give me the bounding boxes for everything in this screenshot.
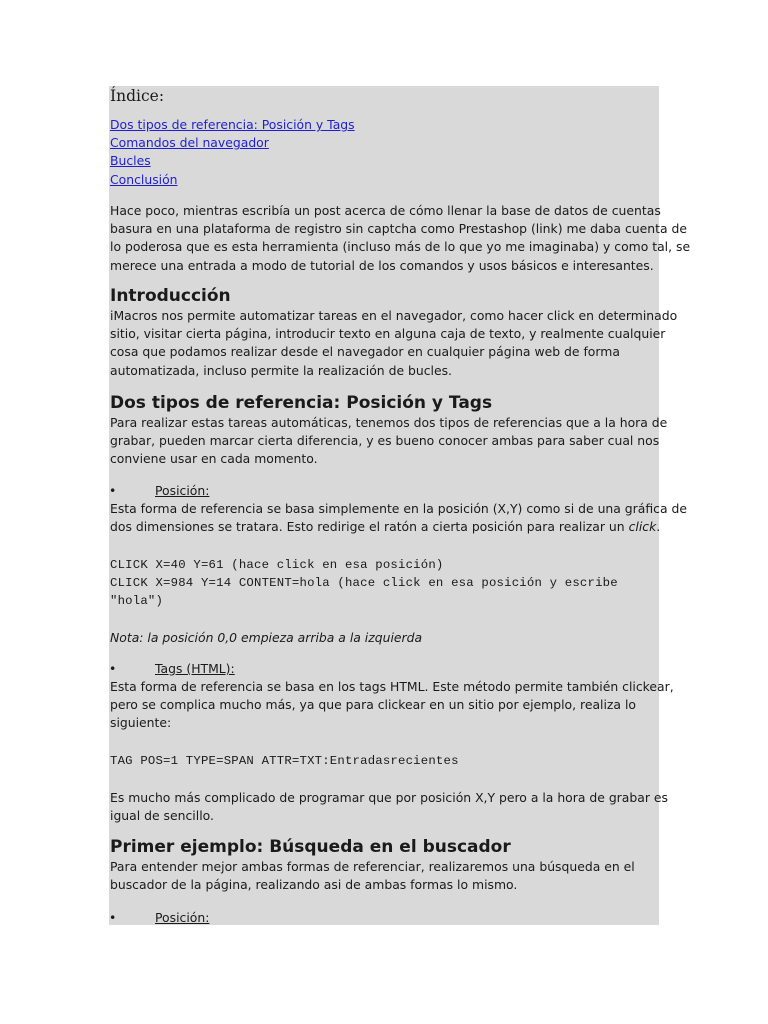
bullet-item-tags [109, 660, 674, 678]
intro-line: merece una entrada a modo de tutorial de los comandos y usos básicos e interesantes. [110, 257, 654, 273]
bullet-dot: • [109, 910, 117, 925]
text-span: . [656, 519, 661, 535]
paragraph-line: conviene usar en cada momento. [110, 451, 318, 467]
note [109, 629, 422, 647]
index-heading: Índice: [110, 87, 165, 105]
code-line: CLICK X=984 Y=14 CONTENT=hola (hace click en esa posición y escribe [110, 576, 618, 591]
index-link-bucles[interactable]: Bucles [110, 153, 151, 169]
section-dos-tipos [109, 392, 667, 469]
code-block-posicion [109, 556, 618, 611]
intro-paragraph [109, 202, 690, 275]
section-primer-ejemplo [109, 836, 635, 894]
paragraph-line: automatizada, incluso permite la realización de bucles. [110, 362, 452, 378]
heading-dos-tipos: Dos tipos de referencia: Posición y Tags [110, 393, 493, 413]
paragraph-line: buscador de la página, realizando asi de ambas formas lo mismo. [110, 877, 518, 893]
paragraph-line: pero se complica mucho más, ya que para clickear en un sitio por ejemplo, realiza lo [110, 697, 636, 713]
paragraph-line: Es mucho más complicado de programar que por posición X,Y pero a la hora de grabar es [110, 790, 668, 805]
bullet-label: Posición: [155, 910, 210, 925]
paragraph-line: iMacros nos permite automatizar tareas en el navegador, como hacer click en determinado [110, 308, 678, 323]
intro-line: lo poderosa que es esta herramienta (incluso más de lo que yo me imaginaba) y como tal, se [110, 239, 691, 255]
paragraph-line [109, 518, 687, 536]
index-title [109, 86, 164, 106]
paragraph-line: sitio, visitar cierta página, introducir texto en alguna caja de texto, y realmente cualquier [110, 326, 666, 342]
code-block-tags [109, 752, 459, 770]
section-tags [109, 660, 674, 733]
paragraph-line: Esta forma de referencia se basa simplemente en la posición (X,Y) como si de una gráfica de [110, 501, 687, 516]
bullet-dot: • [109, 661, 117, 676]
paragraph-line: grabar, pueden marcar cierta diferencia, y es bueno conocer ambas para saber cual nos [110, 433, 660, 449]
intro-line: Hace poco, mientras escribía un post acerca de cómo llenar la base de datos de cuentas [110, 203, 661, 218]
bullet-label: Tags (HTML): [155, 661, 235, 676]
code-line: TAG POS=1 TYPE=SPAN ATTR=TXT:Entradasrecientes [110, 754, 459, 768]
bullet-item [109, 909, 209, 927]
text-span: dos dimensiones se tratara. Esto redirige el ratón a cierta posición para realizar un [110, 519, 629, 535]
index-link-comandos[interactable]: Comandos del navegador [110, 135, 269, 151]
index-link-conclusion[interactable]: Conclusión [110, 171, 178, 187]
intro-line: basura en una plataforma de registro sin captcha como Prestashop (link) me daba cuenta de [110, 221, 687, 237]
paragraph-line: Esta forma de referencia se basa en los tags HTML. Este método permite también clickear, [110, 679, 674, 694]
document-page [109, 86, 691, 925]
emphasis-click: click [628, 519, 657, 535]
section-posicion [109, 482, 687, 536]
index-link-dos-tipos[interactable]: Dos tipos de referencia: Posición y Tags [110, 117, 355, 132]
code-line: "hola") [110, 594, 164, 609]
bullet-label: Posición: [155, 483, 210, 498]
paragraph-line: siguiente: [110, 715, 172, 731]
heading-introduccion: Introducción [110, 286, 231, 306]
bullet-dot: • [109, 483, 117, 498]
paragraph-line: cosa que podamos realizar desde el navegador en cualquier página web de forma [110, 344, 620, 360]
bullet-item-primer-posicion [109, 909, 209, 927]
note-text: Nota: la posición 0,0 empieza arriba a la izquierda [110, 630, 423, 645]
paragraph-line: Para realizar estas tareas automáticas, tenemos dos tipos de referencias que a la hora de [110, 415, 668, 430]
tags-after [109, 789, 668, 825]
paragraph-line: igual de sencillo. [110, 808, 214, 824]
heading-primer-ejemplo: Primer ejemplo: Búsqueda en el buscador [110, 837, 511, 857]
section-introduccion [109, 285, 677, 380]
bullet-item-posicion [109, 482, 687, 500]
code-line: CLICK X=40 Y=61 (hace click en esa posición) [110, 558, 444, 572]
index-links [109, 116, 355, 189]
paragraph-line: Para entender mejor ambas formas de referenciar, realizaremos una búsqueda en el [110, 859, 635, 874]
